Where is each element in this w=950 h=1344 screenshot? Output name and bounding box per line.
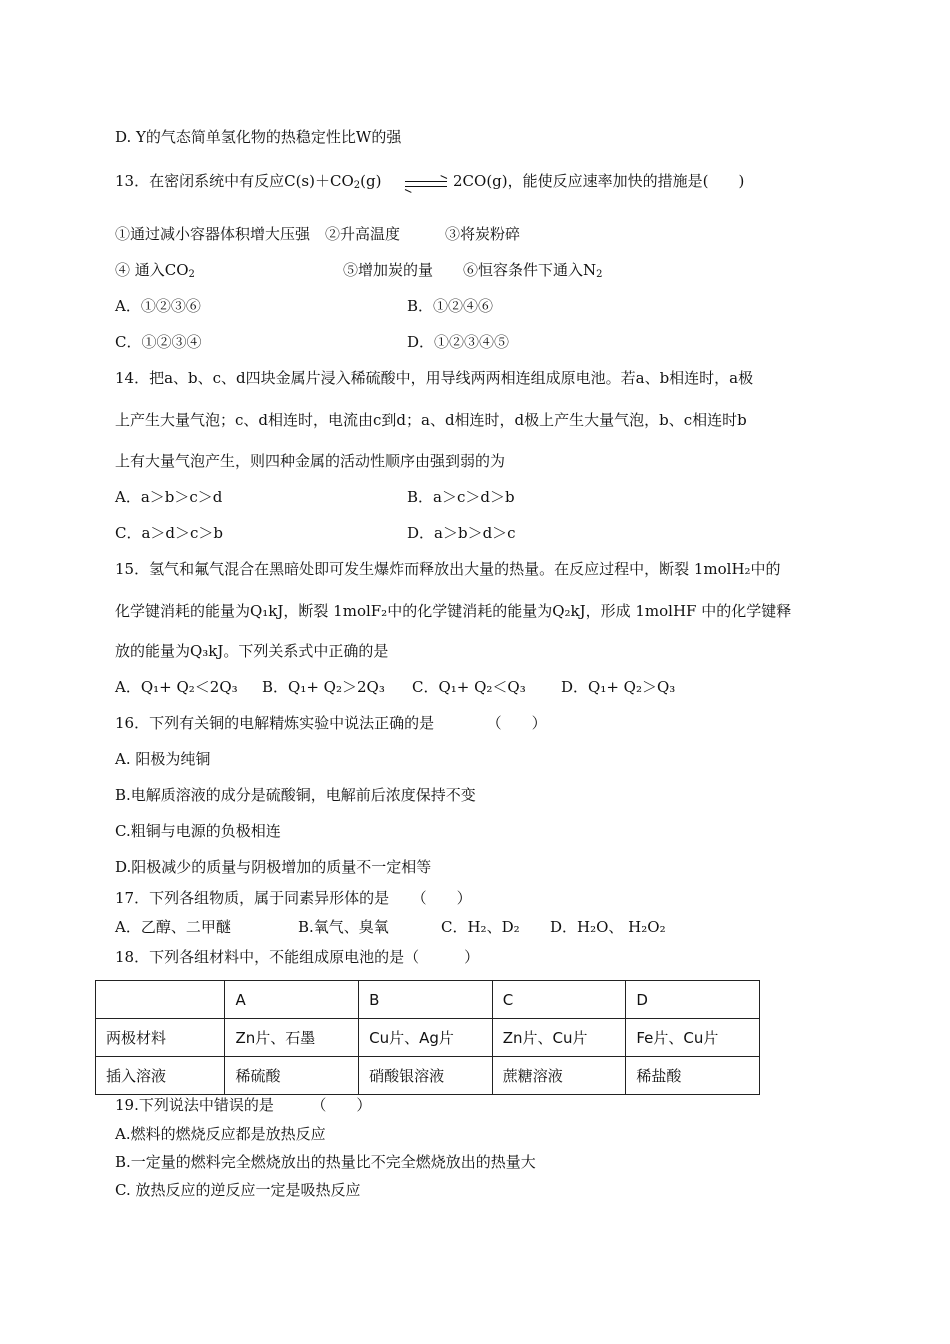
q15-stem-1: 15．氢气和氟气混合在黑暗处即可发生爆炸而释放出大量的热量。在反应过程中，断裂 1molH₂中的 (115, 560, 781, 578)
table-cell: Zn片、Cu片 (492, 1019, 626, 1057)
q15-option-a: A．Q₁+ Q₂＜2Q₃ (115, 678, 238, 696)
q15-option-b: B．Q₁+ Q₂＞2Q₃ (262, 678, 385, 696)
table-cell (96, 981, 225, 1019)
table-cell: D (626, 981, 760, 1019)
q17-option-b: B.氧气、臭氧 (298, 918, 389, 936)
q16-option-c: C.粗铜与电源的负极相连 (115, 822, 281, 840)
q14-option-a: A．a＞b＞c＞d (115, 488, 223, 506)
table-cell: 两极材料 (96, 1019, 225, 1057)
table-row (96, 1019, 760, 1057)
q13-sub: 2 (353, 180, 361, 191)
q13-c4-text: ④ 通入CO (115, 261, 189, 279)
q19-option-a: A.燃料的燃烧反应都是放热反应 (115, 1125, 326, 1143)
q16-option-d: D.阳极减少的质量与阴极增加的质量不一定相等 (115, 858, 432, 876)
q15-option-d: D．Q₁+ Q₂＞Q₃ (561, 678, 676, 696)
table-row (96, 1057, 760, 1095)
table-cell: C (492, 981, 626, 1019)
q17-option-a: A．乙醇、二甲醚 (115, 918, 231, 936)
q13-stem (115, 171, 381, 196)
q13-stem-a: 13．在密闭系统中有反应C(s)＋CO (115, 172, 354, 190)
q15-option-c: C．Q₁+ Q₂＜Q₃ (412, 678, 526, 696)
q14-stem-1: 14．把a、b、c、d四块金属片浸入稀硫酸中，用导线两两相连组成原电池。若a、b相连时，a极 (115, 369, 754, 387)
q16-stem: 16．下列有关铜的电解精炼实验中说法正确的是 （ ） (115, 714, 547, 732)
q14-stem-2: 上产生大量气泡；c、d相连时，电流由c到d；a、d相连时，d极上产生大量气泡，b、c相连时b (115, 411, 747, 429)
table-cell: 稀硫酸 (225, 1057, 359, 1095)
table-cell: 蔗糖溶液 (492, 1057, 626, 1095)
equilibrium-arrow-bottom (405, 186, 447, 187)
table-cell: Cu片、Ag片 (359, 1019, 493, 1057)
q17-option-d: D．H₂O、 H₂O₂ (550, 918, 666, 936)
q13-stem-b: (g) (360, 172, 382, 190)
q13-option-a: A．①②③⑥ (115, 297, 201, 315)
q16-option-a: A. 阳极为纯铜 (115, 750, 211, 768)
table-cell: 稀盐酸 (626, 1057, 760, 1095)
table-cell: Zn片、石墨 (225, 1019, 359, 1057)
q18-materials-table (95, 980, 760, 1095)
table-cell: Fe片、Cu片 (626, 1019, 760, 1057)
q12-option-d: D. Y的气态简单氢化物的热稳定性比W的强 (115, 128, 402, 146)
q13-option-d: D．①②③④⑤ (407, 333, 510, 351)
q13-conditions-1: ①通过减小容器体积增大压强 ②升高温度 ③将炭粉碎 (115, 225, 521, 243)
table-header-row (96, 981, 760, 1019)
q15-stem-2: 化学键消耗的能量为Q₁kJ，断裂 1molF₂中的化学键消耗的能量为Q₂kJ，形成 1molHF 中的化学键释 (115, 602, 792, 620)
q17-stem: 17．下列各组物质，属于同素异形体的是 （ ） (115, 889, 472, 907)
q13-c56-sub: 2 (596, 269, 603, 280)
q13-option-c: C．①②③④ (115, 333, 202, 351)
table-cell: A (225, 981, 359, 1019)
q14-option-c: C．a＞d＞c＞b (115, 524, 224, 542)
q13-c56-text: ⑤增加炭的量 ⑥恒容条件下通入N (343, 261, 597, 279)
q13-c4-sub: 2 (188, 269, 195, 280)
q14-stem-3: 上有大量气泡产生，则四种金属的活动性顺序由强到弱的为 (115, 452, 506, 470)
equilibrium-arrow-top (405, 181, 447, 182)
q13-option-b: B．①②④⑥ (407, 297, 494, 315)
q14-option-d: D．a＞b＞d＞c (407, 524, 516, 542)
q19-option-b: B.一定量的燃料完全燃烧放出的热量比不完全燃烧放出的热量大 (115, 1153, 536, 1171)
table-cell: 硝酸银溶液 (359, 1057, 493, 1095)
q14-option-b: B．a＞c＞d＞b (407, 488, 515, 506)
q13-stem-c: 2CO(g)，能使反应速率加快的措施是( ) (453, 172, 745, 190)
q15-stem-3: 放的能量为Q₃kJ。下列关系式中正确的是 (115, 642, 389, 660)
table-cell: 插入溶液 (96, 1057, 225, 1095)
q13-condition-5-6 (343, 260, 603, 285)
table-cell: B (359, 981, 493, 1019)
q16-option-b: B.电解质溶液的成分是硫酸铜，电解前后浓度保持不变 (115, 786, 476, 804)
q18-stem: 18．下列各组材料中，不能组成原电池的是（ ） (115, 948, 480, 966)
q19-stem: 19.下列说法中错误的是 （ ） (115, 1096, 372, 1114)
q19-option-c: C. 放热反应的逆反应一定是吸热反应 (115, 1181, 361, 1199)
q17-option-c: C．H₂、D₂ (441, 918, 520, 936)
q13-condition-4 (115, 260, 195, 285)
